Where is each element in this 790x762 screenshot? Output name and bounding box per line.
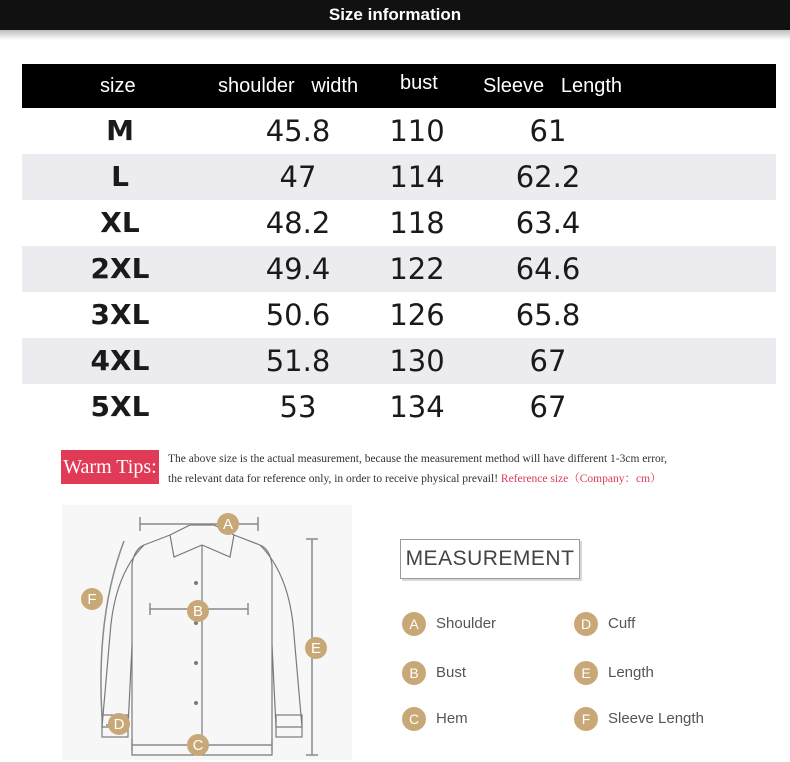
shoulder-cell: 48.2 (265, 206, 331, 240)
reference-size-note: Reference size（Company：cm） (500, 473, 662, 485)
bust-cell: 130 (389, 344, 445, 378)
svg-text:B: B (192, 603, 204, 620)
svg-text:F: F (87, 591, 97, 608)
sleeve-cell: 64.6 (515, 252, 581, 286)
legend-badge-f-icon: F (574, 707, 598, 731)
size-cell: L (111, 160, 129, 193)
badge-f-icon (81, 588, 103, 610)
table-row (22, 384, 776, 430)
bust-cell: 126 (389, 298, 445, 332)
legend-label-bust: Bust (436, 664, 467, 681)
table-row (22, 108, 776, 154)
sleeve-cell: 61 (529, 114, 567, 148)
sleeve-cell: 63.4 (515, 206, 581, 240)
badge-e-icon (305, 637, 327, 659)
legend-label-hem: Hem (436, 710, 468, 727)
legend-badge-c-icon: C (402, 707, 426, 731)
legend-label-cuff: Cuff (608, 615, 636, 632)
table-row (22, 154, 776, 200)
shirt-outline-icon (102, 525, 302, 755)
sleeve-cell: 67 (529, 344, 567, 378)
legend-label-sleeve-length: Sleeve Length (608, 710, 704, 727)
legend-badge-b-icon: B (402, 661, 426, 685)
legend-label-length: Length (608, 664, 654, 681)
svg-text:A: A (222, 516, 234, 533)
header-shadow (0, 30, 790, 40)
sleeve-cell: 67 (529, 390, 567, 424)
shoulder-cell: 45.8 (265, 114, 331, 148)
legend-badge-d-icon: D (574, 612, 598, 636)
svg-text:C: C (192, 737, 204, 754)
sleeve-cell: 65.8 (515, 298, 581, 332)
badge-b-icon (187, 600, 209, 622)
shoulder-cell: 50.6 (265, 298, 331, 332)
page-title: Size information (328, 5, 462, 24)
size-cell: 4XL (90, 344, 150, 377)
tips-line-2-text: the relevant data for reference only, in order to receive physical prevail! (168, 473, 499, 485)
size-cell: 3XL (90, 298, 150, 331)
column-header-size: size (100, 75, 136, 97)
table-row (22, 338, 776, 384)
bust-cell: 118 (389, 206, 445, 240)
size-cell: M (106, 114, 134, 147)
column-header-sleeve: Sleeve Length (483, 75, 622, 97)
column-header-bust: bust (400, 72, 438, 94)
shirt-measurement-diagram (62, 505, 352, 760)
legend-label-shoulder: Shoulder (436, 615, 497, 632)
legend-badge-e-icon: E (574, 661, 598, 685)
measurement-title: MEASUREMENT (405, 547, 575, 570)
bust-cell: 134 (389, 390, 445, 424)
size-cell: 5XL (90, 390, 150, 423)
bust-cell: 114 (389, 160, 445, 194)
shoulder-cell: 47 (279, 160, 317, 194)
badge-c-icon (187, 734, 209, 756)
badge-d-icon (108, 713, 130, 735)
bust-cell: 110 (389, 114, 445, 148)
table-row (22, 292, 776, 338)
svg-text:E: E (310, 640, 322, 657)
size-cell: 2XL (90, 252, 150, 285)
diagram-background (62, 505, 352, 760)
badge-a-icon (217, 513, 239, 535)
tips-line-2 (168, 470, 662, 486)
size-cell: XL (100, 206, 140, 239)
table-row (22, 200, 776, 246)
table-row (22, 246, 776, 292)
bust-cell: 122 (389, 252, 445, 286)
column-header-shoulder: shoulder width (218, 75, 359, 97)
warm-tips-badge: Warm Tips: (61, 450, 159, 484)
shoulder-cell: 49.4 (265, 252, 331, 286)
svg-text:D: D (113, 716, 125, 733)
shoulder-cell: 51.8 (265, 344, 331, 378)
tips-line-1: The above size is the actual measurement, because the measurement method will have different 1-3cm error, (168, 453, 668, 465)
sleeve-cell: 62.2 (515, 160, 581, 194)
shoulder-cell: 53 (279, 390, 317, 424)
legend-badge-a-icon: A (402, 612, 426, 636)
